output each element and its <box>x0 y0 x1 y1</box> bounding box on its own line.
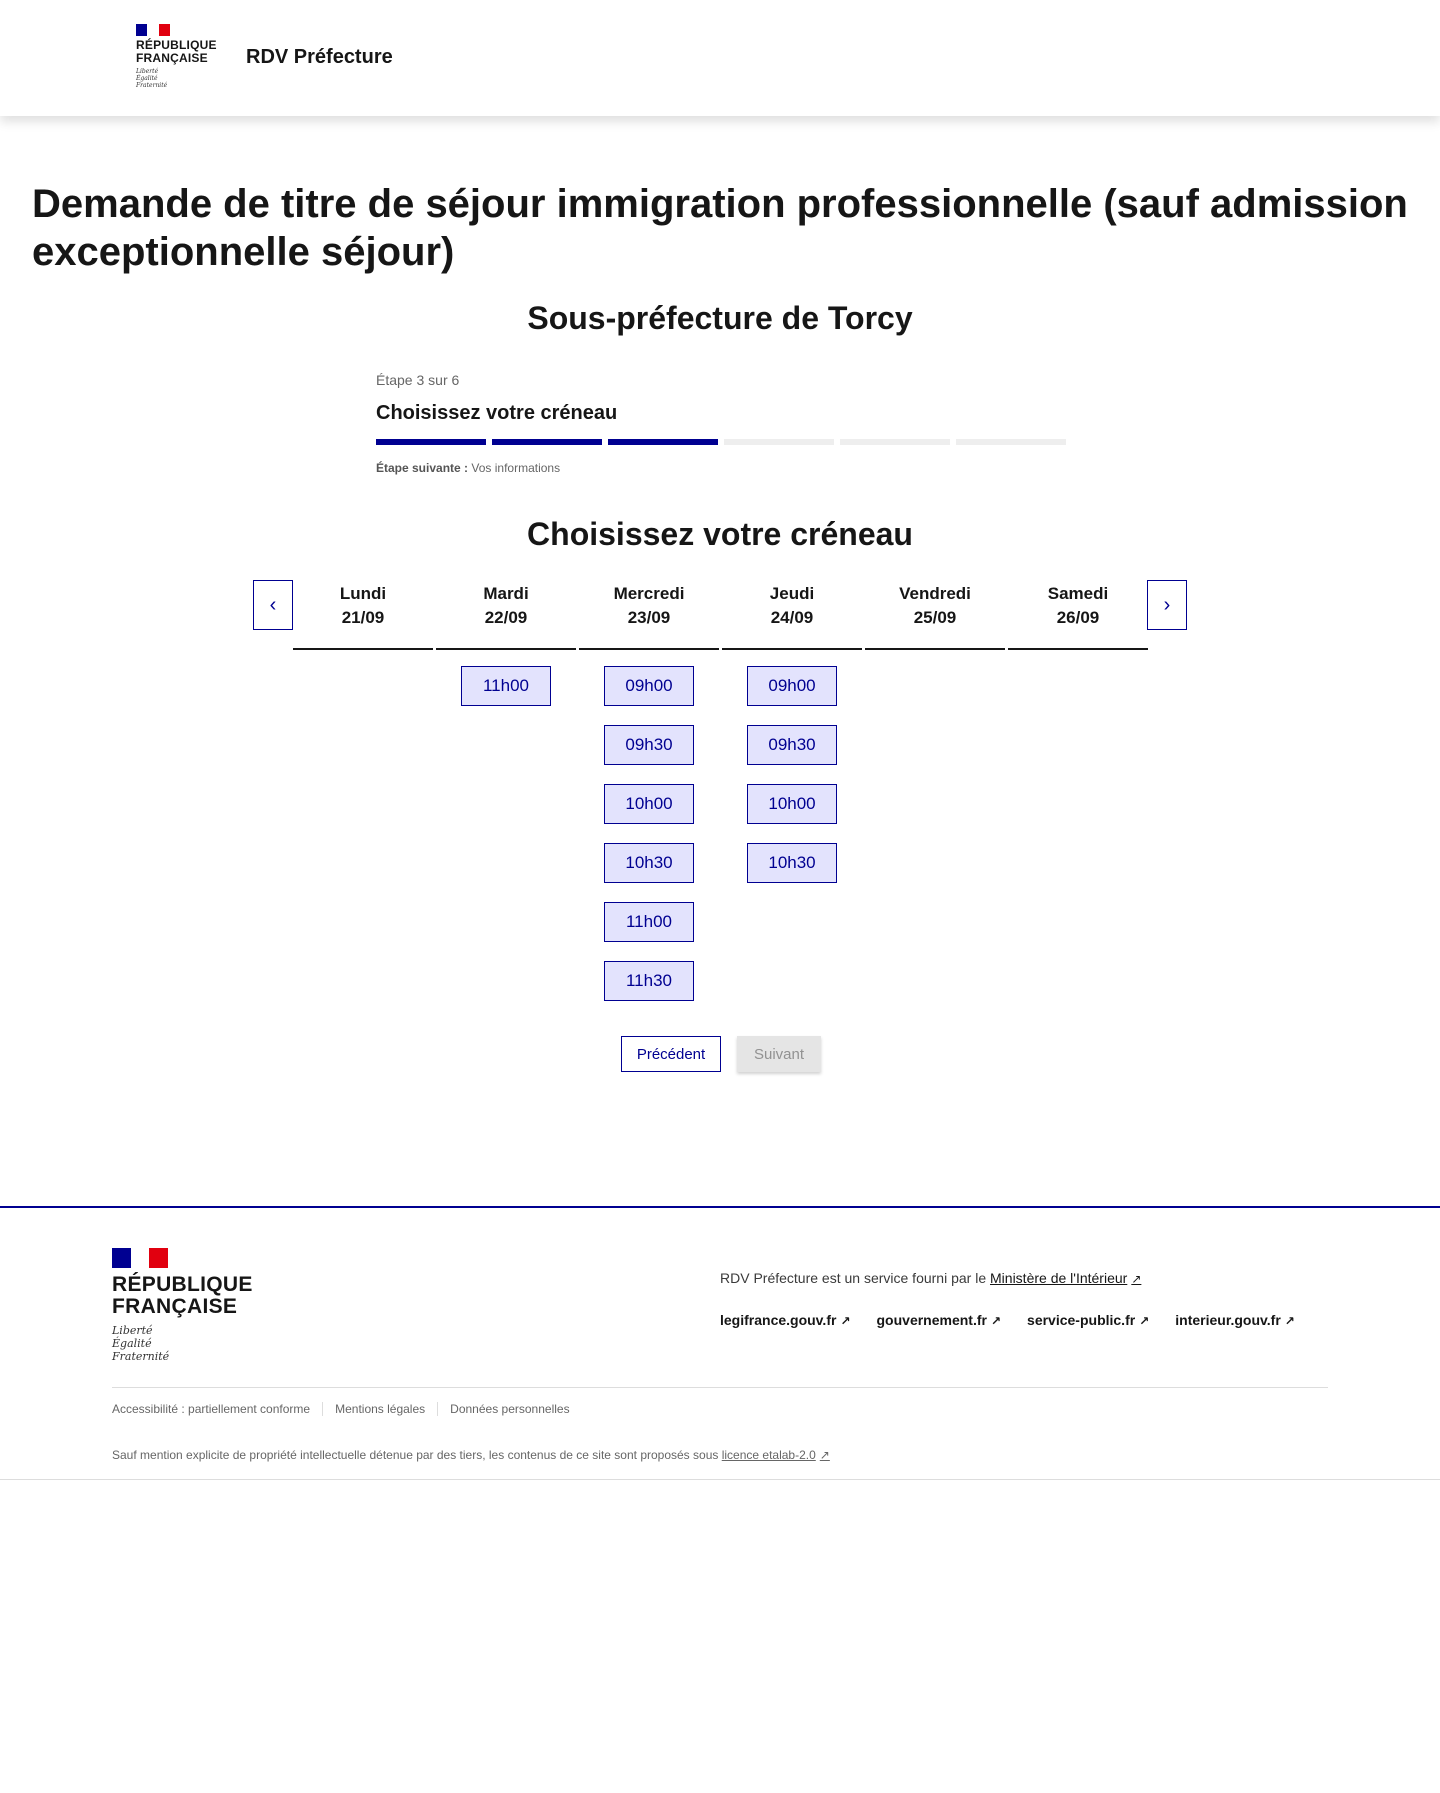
calendar-title: Choisissez votre créneau <box>527 516 913 552</box>
day-column <box>865 580 1005 1001</box>
day-name: Vendredi <box>899 584 971 603</box>
external-link-icon: ↗ <box>1139 1314 1150 1328</box>
chevron-left-icon: ‹ <box>269 593 277 616</box>
day-name: Mardi <box>483 584 529 603</box>
footer-link[interactable]: gouvernement.fr ↗ <box>876 1312 1002 1328</box>
day-date: 25/09 <box>913 608 957 627</box>
day-name: Lundi <box>339 584 387 603</box>
step-bar <box>376 439 486 445</box>
footer-link[interactable]: service-public.fr ↗ <box>1027 1312 1150 1328</box>
form-actions <box>621 1036 821 1072</box>
previous-week-button[interactable] <box>253 580 293 630</box>
step-progress <box>376 439 1066 445</box>
footer-divider <box>112 1387 1328 1388</box>
day-name: Samedi <box>1047 584 1109 603</box>
calendar-days <box>293 580 1148 1001</box>
day-column <box>579 580 719 1001</box>
time-slot-button[interactable]: 11h30 <box>604 961 694 1001</box>
footer-logo-text: RÉPUBLIQUE FRANÇAISE <box>112 1273 253 1318</box>
time-slot-button[interactable]: 11h00 <box>604 902 694 942</box>
next-step-label: Étape suivante : <box>376 461 469 475</box>
time-slot-button[interactable]: 09h30 <box>747 725 837 765</box>
time-slot-button[interactable]: 10h00 <box>747 784 837 824</box>
next-step <box>376 461 1066 475</box>
step-count: Étape 3 sur 6 <box>376 372 460 388</box>
footer-licence: Sauf mention explicite de propriété intellectuelle détenue par des tiers, les contenus de ce site sont proposés sous licence etalab-2.0 ↗ <box>112 1448 830 1462</box>
external-link-icon: ↗ <box>819 1448 830 1462</box>
external-link-icon: ↗ <box>1284 1314 1295 1328</box>
next-step-value: Vos informations <box>471 461 561 475</box>
day-name: Mercredi <box>613 584 685 603</box>
step-bar <box>956 439 1066 445</box>
day-header <box>293 580 433 650</box>
day-date: 24/09 <box>770 608 814 627</box>
day-header <box>579 580 719 650</box>
day-header <box>436 580 576 650</box>
flag-icon <box>112 1248 168 1268</box>
next-week-button[interactable] <box>1147 580 1187 630</box>
step-bar <box>840 439 950 445</box>
external-link-icon: ↗ <box>840 1314 851 1328</box>
step-title: Choisissez votre créneau <box>376 402 618 424</box>
time-slot-button[interactable]: 11h00 <box>461 666 551 706</box>
day-header <box>722 580 862 650</box>
time-slot-button[interactable]: 09h00 <box>604 666 694 706</box>
ministere-link[interactable]: Ministère de l'Intérieur ↗ <box>990 1270 1142 1286</box>
step-bar <box>492 439 602 445</box>
footer-bottom-link[interactable]: Accessibilité : partiellement conforme <box>112 1402 323 1416</box>
time-slot-button[interactable]: 10h00 <box>604 784 694 824</box>
day-date: 21/09 <box>341 608 385 627</box>
logo-motto: Liberté Égalité Fraternité <box>136 68 168 89</box>
footer-description: RDV Préfecture est un service fourni par le Ministère de l'Intérieur ↗ <box>720 1270 1142 1286</box>
day-date: 26/09 <box>1056 608 1100 627</box>
day-column <box>293 580 433 1001</box>
site-header <box>0 0 1440 116</box>
footer-logo-motto: Liberté Égalité Fraternité <box>112 1324 170 1363</box>
day-column <box>722 580 862 1001</box>
footer-bottom-link[interactable]: Mentions légales <box>335 1402 438 1416</box>
footer-link[interactable]: legifrance.gouv.fr ↗ <box>720 1312 851 1328</box>
time-slot-button[interactable]: 09h30 <box>604 725 694 765</box>
site-footer <box>0 1206 1440 1480</box>
day-date: 23/09 <box>627 608 671 627</box>
chevron-right-icon: › <box>1163 593 1171 616</box>
footer-links <box>720 1312 1295 1328</box>
day-column <box>1008 580 1148 1001</box>
page-title: Demande de titre de séjour immigration professionnelle (sauf admission exceptionnelle séjour) <box>32 182 1408 274</box>
footer-logo[interactable] <box>112 1248 253 1363</box>
day-date: 22/09 <box>484 608 528 627</box>
external-link-icon: ↗ <box>1131 1272 1142 1286</box>
time-slot-button[interactable]: 10h30 <box>747 843 837 883</box>
step-bar <box>724 439 834 445</box>
time-slot-button[interactable]: 10h30 <box>604 843 694 883</box>
next-button[interactable]: Suivant <box>737 1036 821 1072</box>
logo-text: RÉPUBLIQUE FRANÇAISE <box>136 38 217 65</box>
service-name[interactable]: RDV Préfecture <box>246 46 393 68</box>
day-header <box>865 580 1005 650</box>
day-name: Jeudi <box>769 584 815 603</box>
republique-francaise-logo[interactable] <box>136 24 217 89</box>
page-subtitle: Sous-préfecture de Torcy <box>527 300 913 336</box>
step-bar <box>608 439 718 445</box>
footer-bottom-links <box>112 1402 594 1416</box>
day-column <box>436 580 576 1001</box>
time-slot-button[interactable]: 09h00 <box>747 666 837 706</box>
footer-bottom-link[interactable]: Données personnelles <box>450 1402 570 1416</box>
stepper <box>376 372 1066 475</box>
previous-button[interactable]: Précédent <box>621 1036 721 1072</box>
external-link-icon: ↗ <box>990 1314 1002 1328</box>
flag-icon <box>136 24 170 36</box>
day-header <box>1008 580 1148 650</box>
footer-link[interactable]: interieur.gouv.fr ↗ <box>1175 1312 1295 1328</box>
licence-link[interactable]: licence etalab-2.0 ↗ <box>721 1448 830 1462</box>
